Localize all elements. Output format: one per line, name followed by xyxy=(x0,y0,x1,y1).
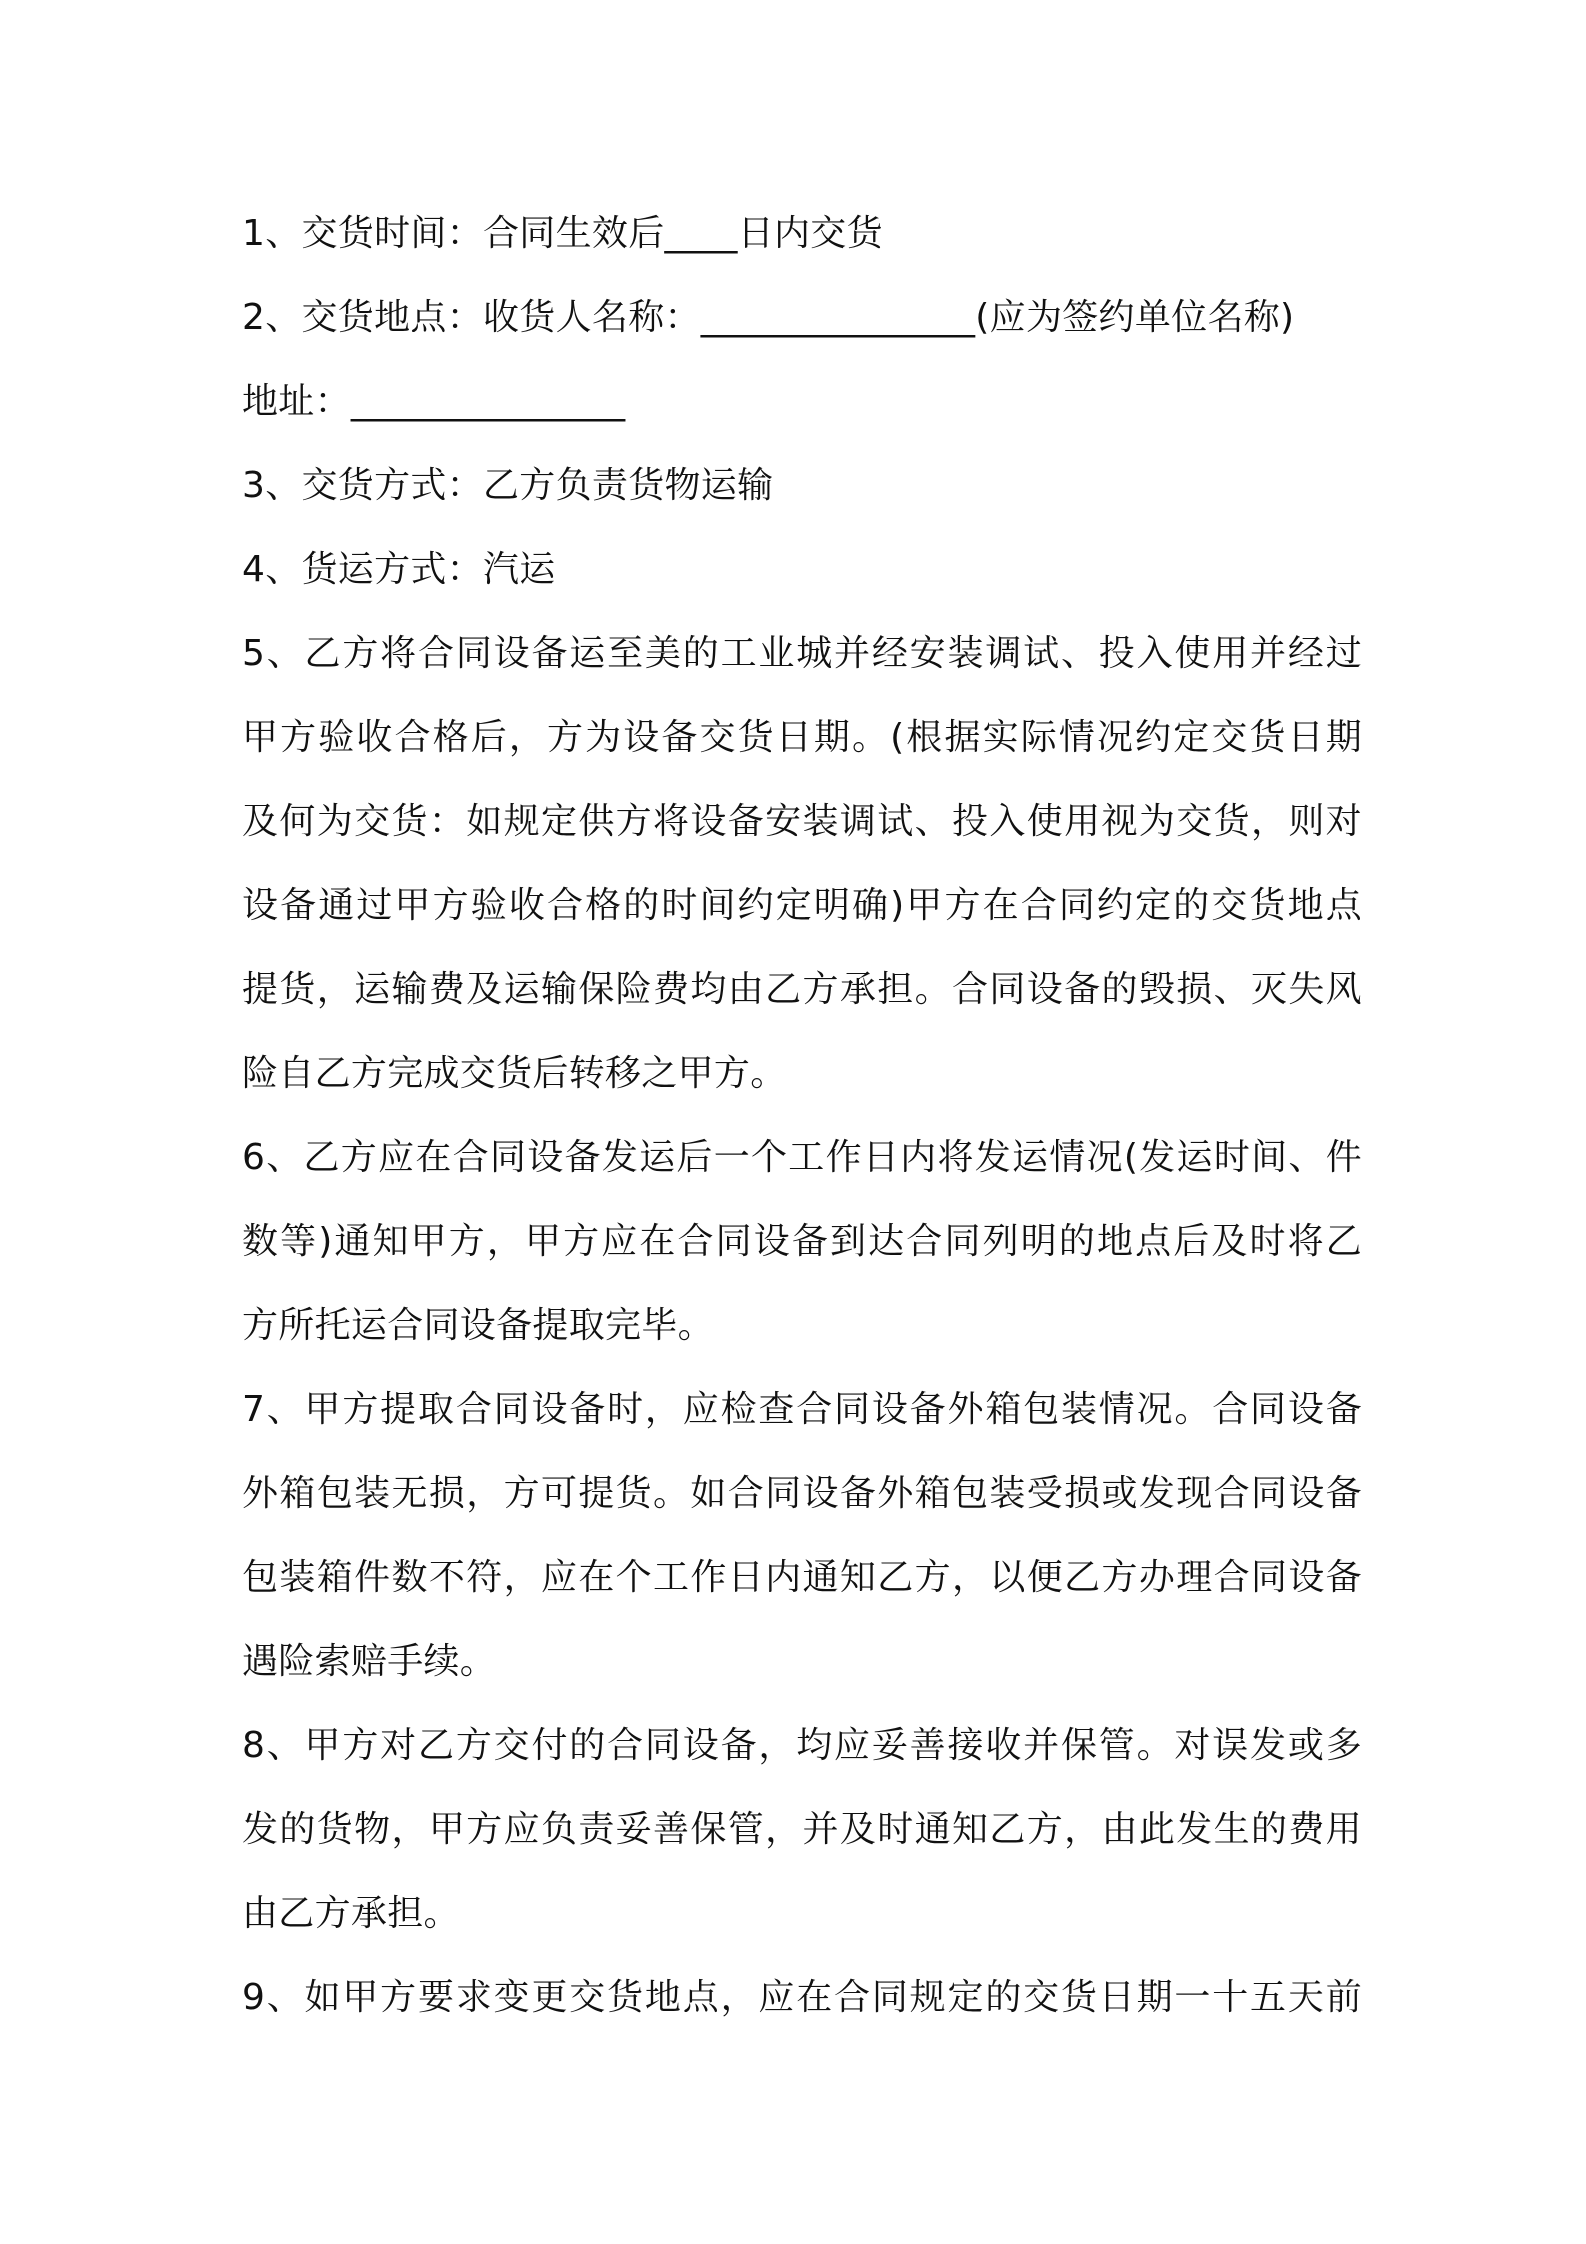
clause-9-line-1: 9、如甲方要求变更交货地点，应在合同规定的交货日期一十五天前 xyxy=(242,1977,1362,2018)
clause-8-line-2: 发的货物，甲方应负责妥善保管，并及时通知乙方，由此发生的费用 xyxy=(242,1809,1362,1850)
clause-7-line-1: 7、甲方提取合同设备时，应检查合同设备外箱包装情况。合同设备 xyxy=(242,1389,1362,1430)
clause-5-line-4: 设备通过甲方验收合格的时间约定明确)甲方在合同约定的交货地点 xyxy=(242,885,1362,926)
clause-4-shipping-method: 4、货运方式：汽运 xyxy=(242,549,556,590)
clause-7-line-4: 遇险索赔手续。 xyxy=(242,1641,497,1682)
clause-2-address: 地址：_______________ xyxy=(242,381,626,422)
contract-text xyxy=(242,192,1362,2040)
clause-5-line-2: 甲方验收合格后，方为设备交货日期。(根据实际情况约定交货日期 xyxy=(242,717,1362,758)
clause-8-line-1: 8、甲方对乙方交付的合同设备，均应妥善接收并保管。对误发或多 xyxy=(242,1725,1362,1766)
clause-6-line-2: 数等)通知甲方，甲方应在合同设备到达合同列明的地点后及时将乙 xyxy=(242,1221,1362,1262)
clause-8-line-3: 由乙方承担。 xyxy=(242,1893,460,1934)
clause-6-line-1: 6、乙方应在合同设备发运后一个工作日内将发运情况(发运时间、件 xyxy=(242,1137,1362,1178)
clause-3-delivery-method: 3、交货方式：乙方负责货物运输 xyxy=(242,465,774,506)
clause-5-line-3: 及何为交货：如规定供方将设备安装调试、投入使用视为交货，则对 xyxy=(242,801,1362,842)
clause-1-delivery-time: 1、交货时间：合同生效后____日内交货 xyxy=(242,213,883,254)
clause-2-delivery-place: 2、交货地点：收货人名称：_______________(应为签约单位名称) xyxy=(242,297,1295,338)
clause-5-line-5: 提货，运输费及运输保险费均由乙方承担。合同设备的毁损、灭失风 xyxy=(242,969,1362,1010)
clause-7-line-2: 外箱包装无损，方可提货。如合同设备外箱包装受损或发现合同设备 xyxy=(242,1473,1362,1514)
clause-5-line-1: 5、乙方将合同设备运至美的工业城并经安装调试、投入使用并经过 xyxy=(242,633,1362,674)
clause-5-line-6: 险自乙方完成交货后转移之甲方。 xyxy=(242,1053,787,1094)
clause-7-line-3: 包装箱件数不符，应在个工作日内通知乙方，以便乙方办理合同设备 xyxy=(242,1557,1362,1598)
clause-6-line-3: 方所托运合同设备提取完毕。 xyxy=(242,1305,714,1346)
